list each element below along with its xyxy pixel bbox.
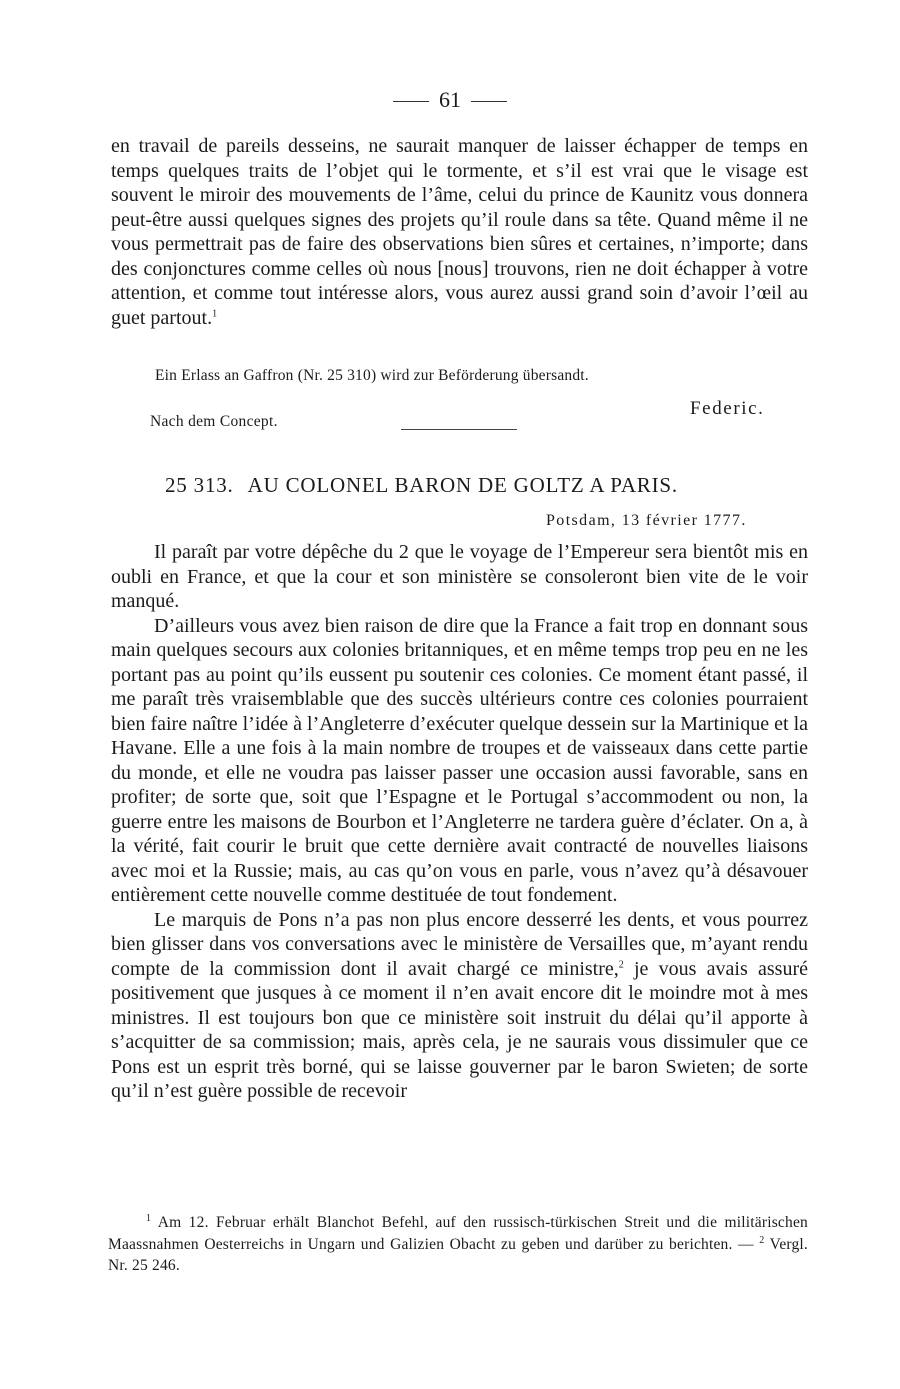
footnote-text-1: Am 12. Februar erhält Blanchot Befehl, auf den russisch-türkischen Streit und die militärischen Maassnahmen Oesterreichs in Ungarn und Galizien Obacht zu geben und darüber zu berichten. —: [108, 1214, 808, 1253]
letter-paragraph-text: Le marquis de Pons n’a pas non plus encore desserré les dents, et vous pourrez bien glisser dans vos conversations avec le ministère de Versailles que, m’ayant rendu compte de la commission dont il avait chargé ce ministre,: [111, 908, 808, 980]
signature: Federic.: [690, 398, 765, 419]
letter-dateline: Potsdam, 13 février 1777.: [546, 512, 747, 529]
footnote-text-2: Vergl. Nr. 25 246.: [108, 1235, 809, 1274]
letter-paragraph: [111, 908, 808, 1104]
footnote-ref-2: 2: [618, 958, 624, 970]
footnotes: [108, 1212, 808, 1277]
letter-paragraph: D’ailleurs vous avez bien raison de dire que la France a fait trop en donnant sous main quelques secours aux colonies britanniques, et en même temps trop peu en ne les portant pas au point qu’ils eussent pu soutenir ces colonies. Ce moment étant passé, il me paraît très vraisemblable que des succès ultérieurs contre ces colonies pourraient bien faire naître l’idée à l’Angleterre d’exécuter quelque dessein sur la Martinique et la Havane. Elle a une fois à la main nombre de troupes et de vaisseaux dans cette partie du monde, et elle ne voudra pas laisser passer une occasion aussi favorable, sans en profiter; de sorte que, soit que l’Espagne et le Portugal s’accommodent ou non, la guerre entre les maisons de Bourbon et l’Angleterre ne tardera guère d’éclater. On a, à la vérité, fait courir le bruit que cette dernière avait contracté de nouvelles liaisons avec moi et la Russie; mais, au cas qu’on vous en parle, vous n’avez qu’à désavouer entièrement cette nouvelle comme destituée de tout fondement.: [111, 614, 808, 906]
letter-paragraph: Il paraît par votre dépêche du 2 que le voyage de l’Empereur sera bientôt mis en oubli en France, et que la cour et son ministère se consoleront bien vite de le voir manqué.: [111, 541, 808, 612]
continuation-paragraph: [111, 134, 808, 330]
footnote-marker-1: 1: [146, 1212, 152, 1224]
letter-paragraph-text: je vous avais assuré positivement que jusques à ce moment il n’en avait encore dit le moindre mot à mes ministres. Il est toujours bon que ce ministère soit instruit du délai qu’il apporte à s’acquitter de sa commission; mais, après cela, je ne saurais vous dissimuler que ce Pons est un esprit très borné, qui se laisse gouverner par le baron Swieten; de sorte qu’il n’est guère possible de recevoir: [111, 957, 808, 1102]
footnote: [108, 1212, 808, 1277]
page-number-value: 61: [439, 87, 461, 112]
source-note: Nach dem Concept.: [150, 413, 278, 430]
page-number: [0, 86, 900, 114]
page-number-right-dash: [471, 101, 507, 102]
footnote-marker-2: 2: [759, 1234, 765, 1246]
continuation-text: [111, 134, 808, 330]
letter-body: [111, 540, 808, 1104]
erlass-note: Ein Erlass an Gaffron (Nr. 25 310) wird zur Beförderung übersandt.: [155, 367, 589, 384]
section-divider: [401, 429, 517, 430]
page-number-left-dash: [393, 101, 429, 102]
footnote-ref-1: 1: [212, 307, 218, 319]
letter-title: AU COLONEL BARON DE GOLTZ A PARIS.: [247, 473, 678, 497]
letter-heading: [165, 472, 678, 498]
letter-number: 25 313.: [165, 473, 234, 497]
continuation-paragraph-text: en travail de pareils desseins, ne saurait manquer de laisser échapper de temps en temps quelques traits de l’objet qui le tormente, et s’il est vrai que le visage est souvent le miroir des mouvements de l’âme, celui du prince de Kaunitz vous donnera peut-être aussi quelques signes des projets qu’il roule dans sa tête. Quand même il ne vous permettrait pas de faire des observations bien sûres et certaines, n’importe; dans des conjonctures comme celles où nous [nous] trouvons, rien ne doit échapper à votre attention, et comme tout intéresse alors, vous aurez aussi grand soin d’avoir l’œil au guet partout.: [111, 135, 808, 329]
